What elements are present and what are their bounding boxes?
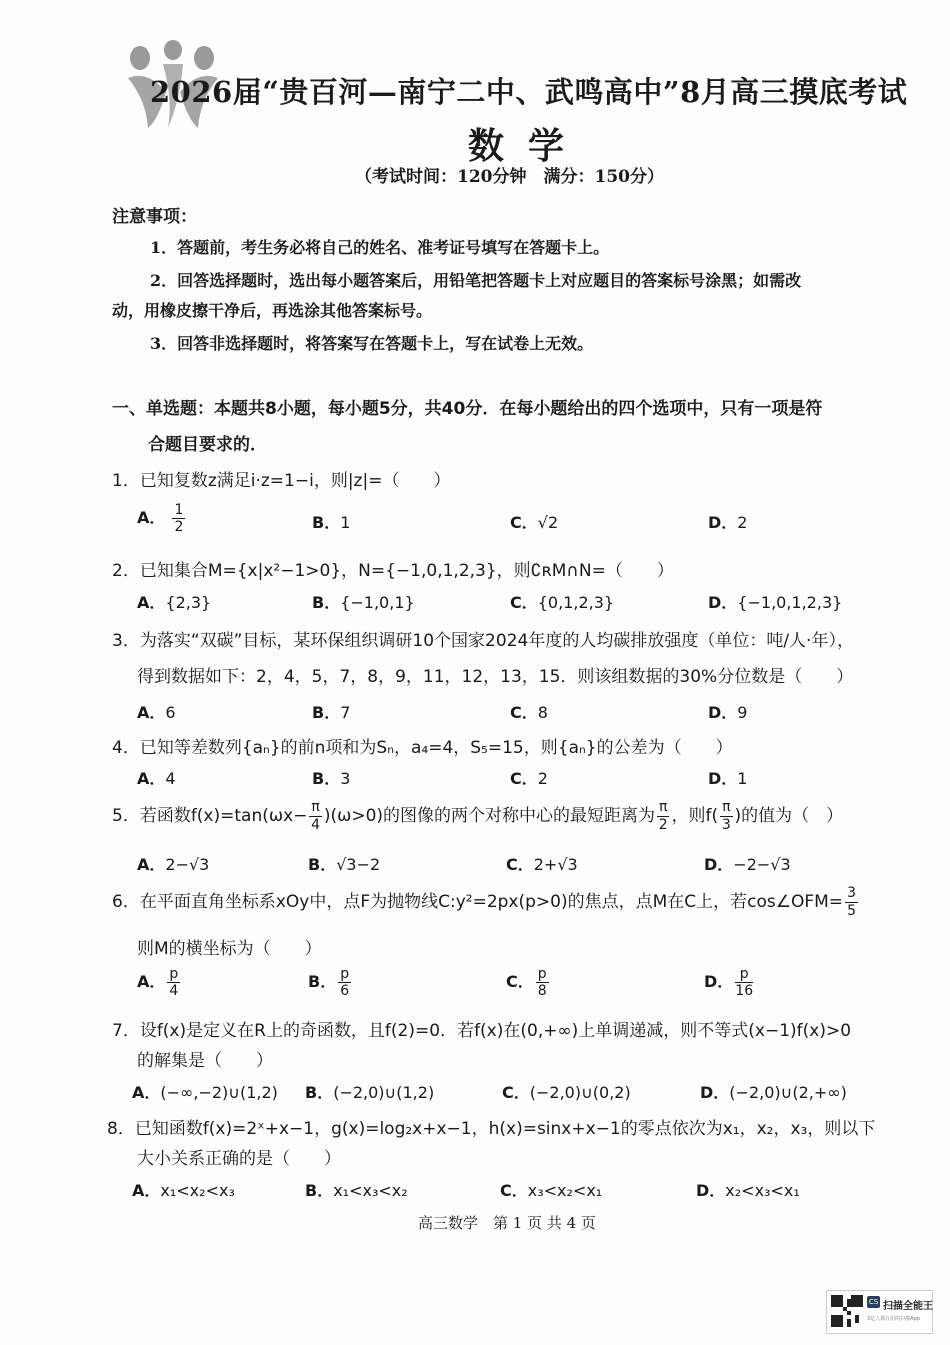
option-letter: B． (305, 1083, 334, 1102)
question-6 (112, 882, 860, 922)
option-text: (−2,0)∪(1,2) (333, 1083, 435, 1102)
option-d (704, 966, 755, 999)
question-1: 1．已知复数z满足i·z=1−i，则|z|=（ ） (112, 471, 451, 491)
option-text: 7 (340, 703, 351, 722)
option-d (704, 852, 791, 875)
option-text: 6 (165, 703, 176, 722)
option-letter: A． (137, 972, 166, 992)
option-a (137, 766, 176, 789)
question-4: 4．已知等差数列{aₙ}的前n项和为Sₙ，a₄=4，S₅=15，则{aₙ}的公差为（ ） (112, 738, 733, 758)
frac-num: p (340, 966, 350, 982)
option-c (510, 700, 548, 723)
option-letter: D． (708, 593, 738, 612)
stem-text: 5．若函数f(x)=tan(ωx− (112, 806, 308, 826)
option-d (700, 1080, 847, 1103)
qr-code-icon (831, 1295, 863, 1327)
option-letter: A． (132, 1083, 161, 1102)
option-c (506, 966, 551, 999)
option-letter: D． (704, 972, 734, 992)
frac-num: π (659, 799, 668, 816)
fraction (338, 966, 351, 999)
fraction (167, 966, 180, 999)
frac-num: π (311, 799, 320, 816)
option-a (137, 852, 209, 875)
frac-num: π (722, 799, 731, 816)
option-b (308, 966, 353, 999)
option-letter: D． (696, 1181, 726, 1200)
option-text: 2−√3 (165, 855, 210, 874)
frac-num: p (169, 966, 179, 982)
fraction (720, 799, 732, 832)
option-text: 2 (537, 769, 548, 788)
stem-text: ，则f( (671, 806, 719, 826)
option-text: x₃<x₂<x₁ (527, 1181, 603, 1200)
option-text: {2,3} (165, 593, 212, 612)
option-text: (−∞,−2)∪(1,2) (160, 1083, 278, 1102)
frac-den: 2 (174, 519, 184, 536)
option-b (308, 852, 380, 875)
option-text: (−2,0)∪(0,2) (529, 1083, 631, 1102)
frac-num: p (537, 966, 547, 982)
frac-num: 1 (174, 502, 184, 518)
question-8: 8．已知函数f(x)=2ˣ+x−1，g(x)=log₂x+x−1，h(x)=sinx+x−1的零点依次为x₁，x₂，x₃，则以下 (107, 1119, 876, 1139)
option-d (708, 590, 842, 613)
option-letter: D． (704, 855, 734, 874)
frac-den: 2 (658, 816, 668, 833)
question-2: 2．已知集合M={x|x²−1>0}，N={−1,0,1,2,3}，则∁ʀM∩N=（ ） (112, 561, 674, 581)
section-heading-cont: 合题目要求的． (148, 435, 267, 455)
option-text: {−1,0,1,2,3} (737, 593, 843, 612)
option-letter: B． (308, 972, 337, 992)
notice-heading: 注意事项： (112, 207, 197, 227)
option-c (510, 510, 558, 533)
option-c (510, 766, 548, 789)
stem-text: )的值为（ ） (734, 806, 844, 826)
option-letter: A． (137, 703, 166, 722)
option-letter: C． (506, 855, 534, 874)
notice-item: 3．回答非选择题时，将答案写在答题卡上，写在试卷上无效。 (150, 334, 594, 353)
question-7-cont: 的解集是（ ） (137, 1051, 273, 1071)
option-letter: C． (510, 593, 538, 612)
option-a (132, 1080, 278, 1103)
frac-den: 8 (537, 983, 547, 1000)
exam-info: （考试时间：120分钟 满分：150分） (355, 167, 664, 187)
option-letter: C． (510, 513, 538, 532)
option-text: 2 (737, 513, 748, 532)
option-text: −2−√3 (733, 855, 791, 874)
option-c (506, 852, 578, 875)
option-letter: C． (506, 972, 534, 992)
frac-den: 4 (169, 983, 179, 1000)
option-b (312, 700, 350, 723)
option-letter: C． (500, 1181, 528, 1200)
option-b (312, 510, 350, 533)
notice-item: 动，用橡皮擦干净后，再选涂其他答案标号。 (112, 301, 433, 320)
option-letter: C． (502, 1083, 530, 1102)
option-d (708, 700, 747, 723)
option-letter: A． (137, 855, 166, 874)
option-text: 1 (340, 513, 351, 532)
option-c (502, 1080, 631, 1103)
frac-den: 16 (735, 983, 754, 1000)
stem-text: 6．在平面直角坐标系xOy中，点F为抛物线C:y²=2px(p>0)的焦点，点M在C上，若cos∠OFM= (112, 892, 844, 912)
option-letter: A． (137, 508, 166, 528)
fraction (172, 502, 185, 535)
option-d (696, 1178, 800, 1201)
scanner-sub: 3亿人都在用的扫描App (867, 1316, 920, 1322)
option-text: {−1,0,1} (340, 593, 415, 612)
cs-logo-icon: CS (868, 1298, 879, 1306)
page-footer: 高三数学 第 1 页 共 4 页 (418, 1214, 596, 1232)
option-a (137, 590, 211, 613)
option-a (137, 700, 176, 723)
option-text: 3 (340, 769, 351, 788)
option-text: (−2,0)∪(2,+∞) (729, 1083, 847, 1102)
scanner-name: 扫描全能王 (883, 1301, 933, 1312)
fraction (309, 799, 321, 832)
question-3: 3．为落实“双碳”目标，某环保组织调研10个国家2024年度的人均碳排放强度（单位：吨/人·年）， (112, 631, 854, 651)
option-letter: C． (510, 769, 538, 788)
section-heading: 一、单选题：本题共8小题，每小题5分，共40分．在每小题给出的四个选项中，只有一项是符 (112, 399, 823, 419)
option-a (137, 502, 187, 535)
option-text: {0,1,2,3} (537, 593, 615, 612)
question-6-cont: 则M的横坐标为（ ） (137, 939, 322, 959)
option-b (312, 766, 350, 789)
option-letter: D． (708, 513, 738, 532)
frac-den: 4 (311, 816, 321, 833)
frac-den: 6 (340, 983, 350, 1000)
option-letter: B． (312, 593, 341, 612)
option-letter: D． (708, 703, 738, 722)
notice-item: 2．回答选择题时，选出每小题答案后，用铅笔把答题卡上对应题目的答案标号涂黑；如需改 (150, 271, 802, 290)
option-letter: A． (137, 593, 166, 612)
option-text: 2+√3 (533, 855, 578, 874)
option-text: 1 (737, 769, 748, 788)
option-b (312, 590, 415, 613)
option-text: x₁<x₂<x₃ (160, 1181, 235, 1200)
fraction (845, 885, 858, 918)
frac-num: 3 (847, 885, 856, 902)
question-3-cont: 得到数据如下：2，4，5，7，8，9，11，12，13，15．则该组数据的30%分位数是（ ） (137, 667, 854, 687)
question-8-cont: 大小关系正确的是（ ） (137, 1149, 341, 1169)
option-a (132, 1178, 235, 1201)
option-letter: B． (308, 855, 337, 874)
fraction (657, 799, 669, 832)
option-text: 9 (737, 703, 748, 722)
option-a (137, 966, 182, 999)
option-letter: B． (312, 513, 341, 532)
option-letter: B． (312, 703, 341, 722)
option-letter: A． (132, 1181, 161, 1200)
option-d (708, 510, 747, 533)
option-b (305, 1178, 408, 1201)
option-text: 8 (537, 703, 548, 722)
option-c (500, 1178, 602, 1201)
question-5 (112, 796, 843, 836)
fraction (735, 966, 753, 999)
frac-num: p (735, 966, 753, 983)
option-text: √3−2 (336, 855, 381, 874)
exam-title: 2026届“贵百河—南宁二中、武鸣高中”8月高三摸底考试 (150, 75, 908, 109)
option-letter: A． (137, 769, 166, 788)
subject-title: 数学 (468, 125, 589, 167)
option-c (510, 590, 614, 613)
option-letter: D． (700, 1083, 730, 1102)
option-b (305, 1080, 434, 1103)
fraction (536, 966, 549, 999)
option-letter: C． (510, 703, 538, 722)
option-d (708, 766, 747, 789)
option-text: x₁<x₃<x₂ (333, 1181, 408, 1200)
option-letter: B． (312, 769, 341, 788)
option-text: √2 (537, 513, 559, 532)
option-text: x₂<x₃<x₁ (725, 1181, 800, 1200)
stem-text: )(ω>0)的图像的两个对称中心的最短距离为 (323, 806, 656, 826)
option-letter: D． (708, 769, 738, 788)
notice-item: 1．答题前，考生务必将自己的姓名、准考证号填写在答题卡上。 (150, 238, 610, 257)
frac-den: 5 (847, 902, 856, 919)
question-7: 7．设f(x)是定义在R上的奇函数，且f(2)=0．若f(x)在(0,+∞)上单调递减，则不等式(x−1)f(x)>0 (112, 1021, 852, 1041)
option-letter: B． (305, 1181, 334, 1200)
frac-den: 3 (721, 816, 731, 833)
scanner-badge (826, 1290, 933, 1334)
option-text: 4 (165, 769, 176, 788)
